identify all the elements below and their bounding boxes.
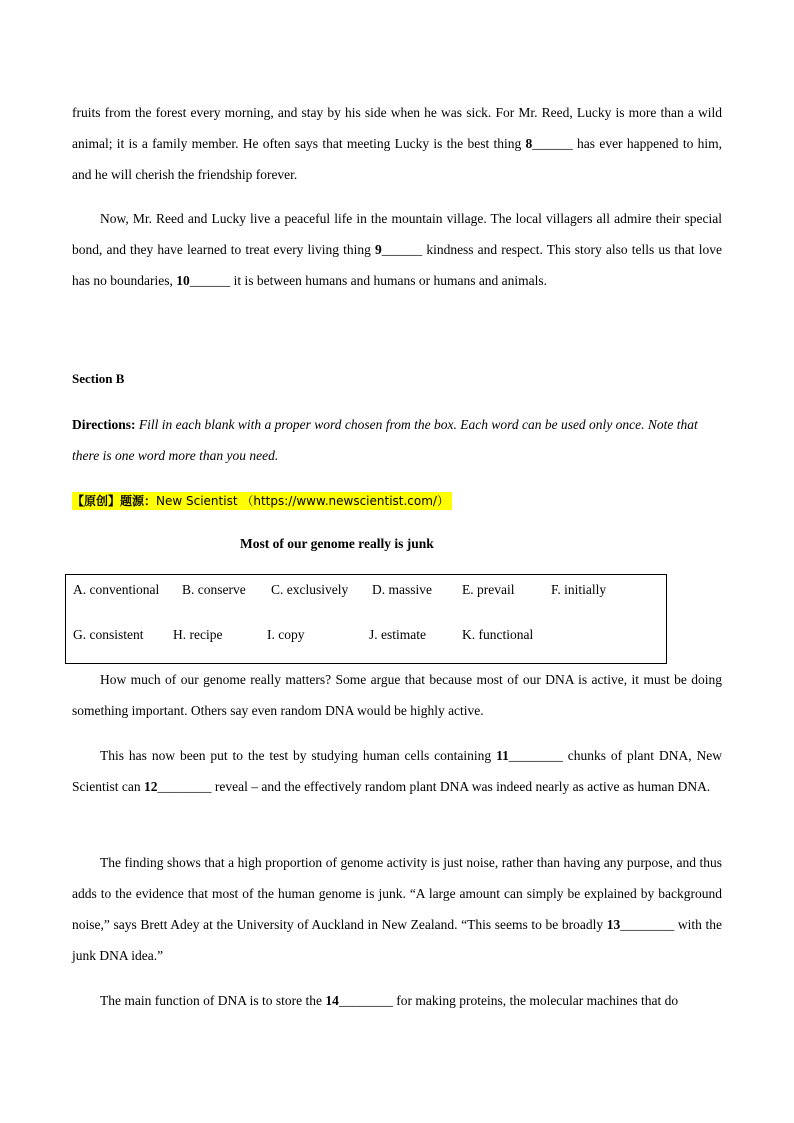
paragraph-text: The finding shows that a high proportion of genome activity is just noise, rather than having any purpose, and thus adds to the evidence that most of the human genome is junk. “A large amount can simply be explained by background noise,” says Brett Adey at the University of Auckland in New Zealand. “This seems to be broadly [72, 855, 722, 932]
blank-number-12: 12 [143, 779, 158, 794]
paragraph-text: kindness and respect. This story also tells us that love has no boundaries, [72, 242, 722, 288]
directions-label: Directions: [72, 417, 136, 432]
word-option: H. recipe [173, 627, 223, 642]
source-tag [72, 492, 452, 510]
blank-line-9: ______ [381, 242, 423, 257]
blank-line-8: ______ [532, 136, 573, 151]
blank-number-11: 11 [496, 748, 509, 763]
paragraph-text: has ever happened to him, and he will cherish the friendship forever. [72, 136, 722, 182]
passage-a-paragraph-1 [72, 97, 722, 190]
word-option: B. conserve [182, 582, 246, 597]
passage-b-paragraph-3 [72, 847, 722, 971]
passage-b-paragraph-2 [72, 740, 722, 802]
word-option: E. prevail [462, 582, 515, 597]
paragraph-text: for making proteins, the molecular machines that do [392, 993, 679, 1008]
word-option: C. exclusively [271, 582, 349, 597]
paragraph-text: chunks of plant DNA, New Scientist can [72, 748, 722, 794]
blank-number-9: 9 [374, 242, 382, 257]
blank-line-11: ________ [508, 748, 563, 763]
word-bank-box [65, 574, 667, 664]
blank-line-12: ________ [157, 779, 212, 794]
paragraph-text: with the junk DNA idea.” [72, 917, 722, 963]
source-text: New Scientist （https://www.newscientist.com/） [156, 494, 449, 508]
paragraph-text: reveal – and the effectively random plant DNA was indeed nearly as active as human DNA. [211, 779, 711, 794]
blank-line-10: ______ [189, 273, 231, 288]
blank-line-13: ________ [620, 917, 675, 932]
word-option: F. initially [551, 582, 607, 597]
paragraph-text: fruits from the forest every morning, and stay by his side when he was sick. For Mr. Reed, Lucky is more than a wild animal; it is a family member. He often says that meeting Lucky is the best thing [72, 105, 722, 151]
passage-b-paragraph-1: How much of our genome really matters? Some argue that because most of our DNA is active, it must be doing something important. Others say even random DNA would be highly active. [72, 672, 722, 718]
blank-number-14: 14 [325, 993, 339, 1008]
word-option: K. functional [462, 627, 534, 642]
section-title: Section B [72, 371, 125, 386]
word-option: J. estimate [369, 627, 426, 642]
blank-line-14: ________ [338, 993, 393, 1008]
paragraph-text: Now, Mr. Reed and Lucky live a peaceful life in the mountain village. The local villagers all admire their special bond, and they have learned to treat every living thing [72, 211, 722, 257]
blank-number-8: 8 [525, 136, 533, 151]
passage-a-paragraph-2 [72, 203, 722, 296]
paragraph-text: This has now been put to the test by studying human cells containing [100, 748, 497, 763]
blank-number-13: 13 [606, 917, 621, 932]
article-title: Most of our genome really is junk [240, 536, 434, 551]
paragraph-text: The main function of DNA is to store the [100, 993, 326, 1008]
source-label: 【原创】题源： [72, 494, 157, 508]
word-option: D. massive [372, 582, 432, 597]
paragraph-text: it is between humans and humans or humans and animals. [230, 273, 548, 288]
word-option: G. consistent [73, 627, 144, 642]
blank-number-10: 10 [176, 273, 190, 288]
word-option: I. copy [267, 627, 305, 642]
directions-text: Fill in each blank with a proper word chosen from the box. Each word can be used only once. Note that there is one word more than you need. [72, 417, 698, 463]
passage-b-paragraph-4 [72, 985, 722, 1016]
word-option: A. conventional [73, 582, 160, 597]
directions [72, 409, 722, 471]
